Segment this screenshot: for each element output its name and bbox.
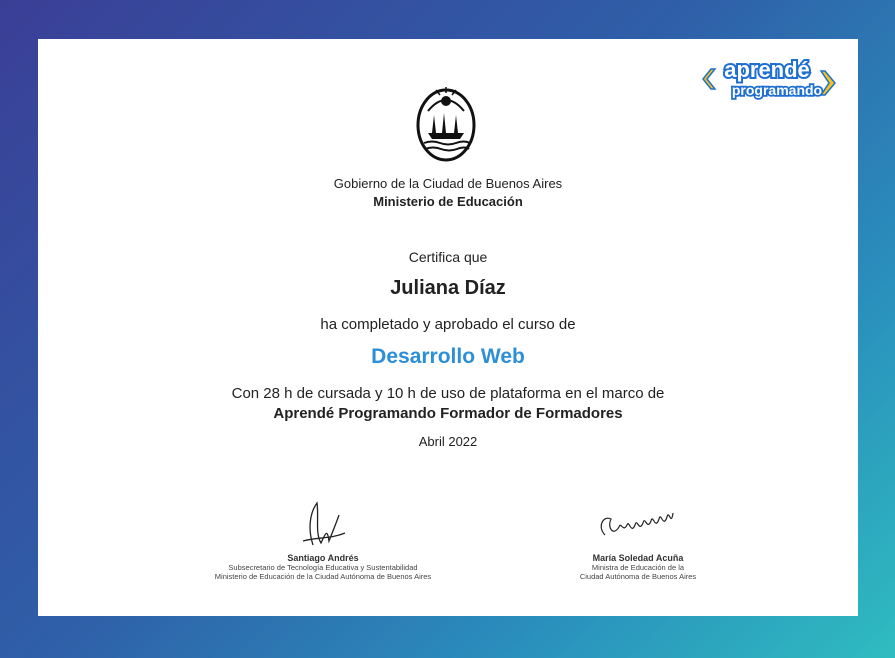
hours-text: Con 28 h de cursada y 10 h de uso de plataforma en el marco de: [231, 385, 665, 402]
issue-date: Abril 2022: [418, 434, 478, 449]
aprende-programando-logo: [701, 53, 837, 105]
buenos-aires-seal-icon: [414, 83, 478, 163]
signer-right-role-1: Ministra de Educación de la: [591, 563, 685, 572]
recipient-name: Juliana Díaz: [390, 277, 506, 299]
ministry-name: Ministerio de Educación: [373, 194, 523, 209]
logo-right-chevron: [821, 71, 835, 95]
signer-left-role-1: Subsecretario de Tecnología Educativa y Sustentabilidad: [228, 563, 418, 572]
signature-block-left: [188, 497, 458, 581]
signer-left-role-2: Ministerio de Educación de la Ciudad Autónoma de Buenos Aires: [214, 572, 432, 581]
course-title: Desarrollo Web: [371, 345, 525, 368]
completed-text: ha completado y aprobado el curso de: [320, 316, 576, 333]
signer-right-role-2: Ciudad Autónoma de Buenos Aires: [579, 572, 697, 581]
logo-word-aprende: aprendé: [724, 57, 810, 82]
signature-left-icon: [283, 497, 363, 551]
certifies-text: Certifica que: [408, 249, 488, 265]
signer-right-name: María Soledad Acuña: [592, 553, 684, 563]
program-name: Aprendé Programando Formador de Formadores: [273, 405, 623, 422]
signature-right-icon: [583, 497, 693, 551]
government-name: Gobierno de la Ciudad de Buenos Aires: [333, 176, 563, 191]
logo-word-programando: programando: [731, 82, 823, 98]
signer-left-name: Santiago Andrés: [287, 553, 359, 563]
signature-block-right: [538, 497, 738, 581]
logo-left-chevron: [703, 69, 715, 89]
certificate-card: [38, 39, 858, 616]
